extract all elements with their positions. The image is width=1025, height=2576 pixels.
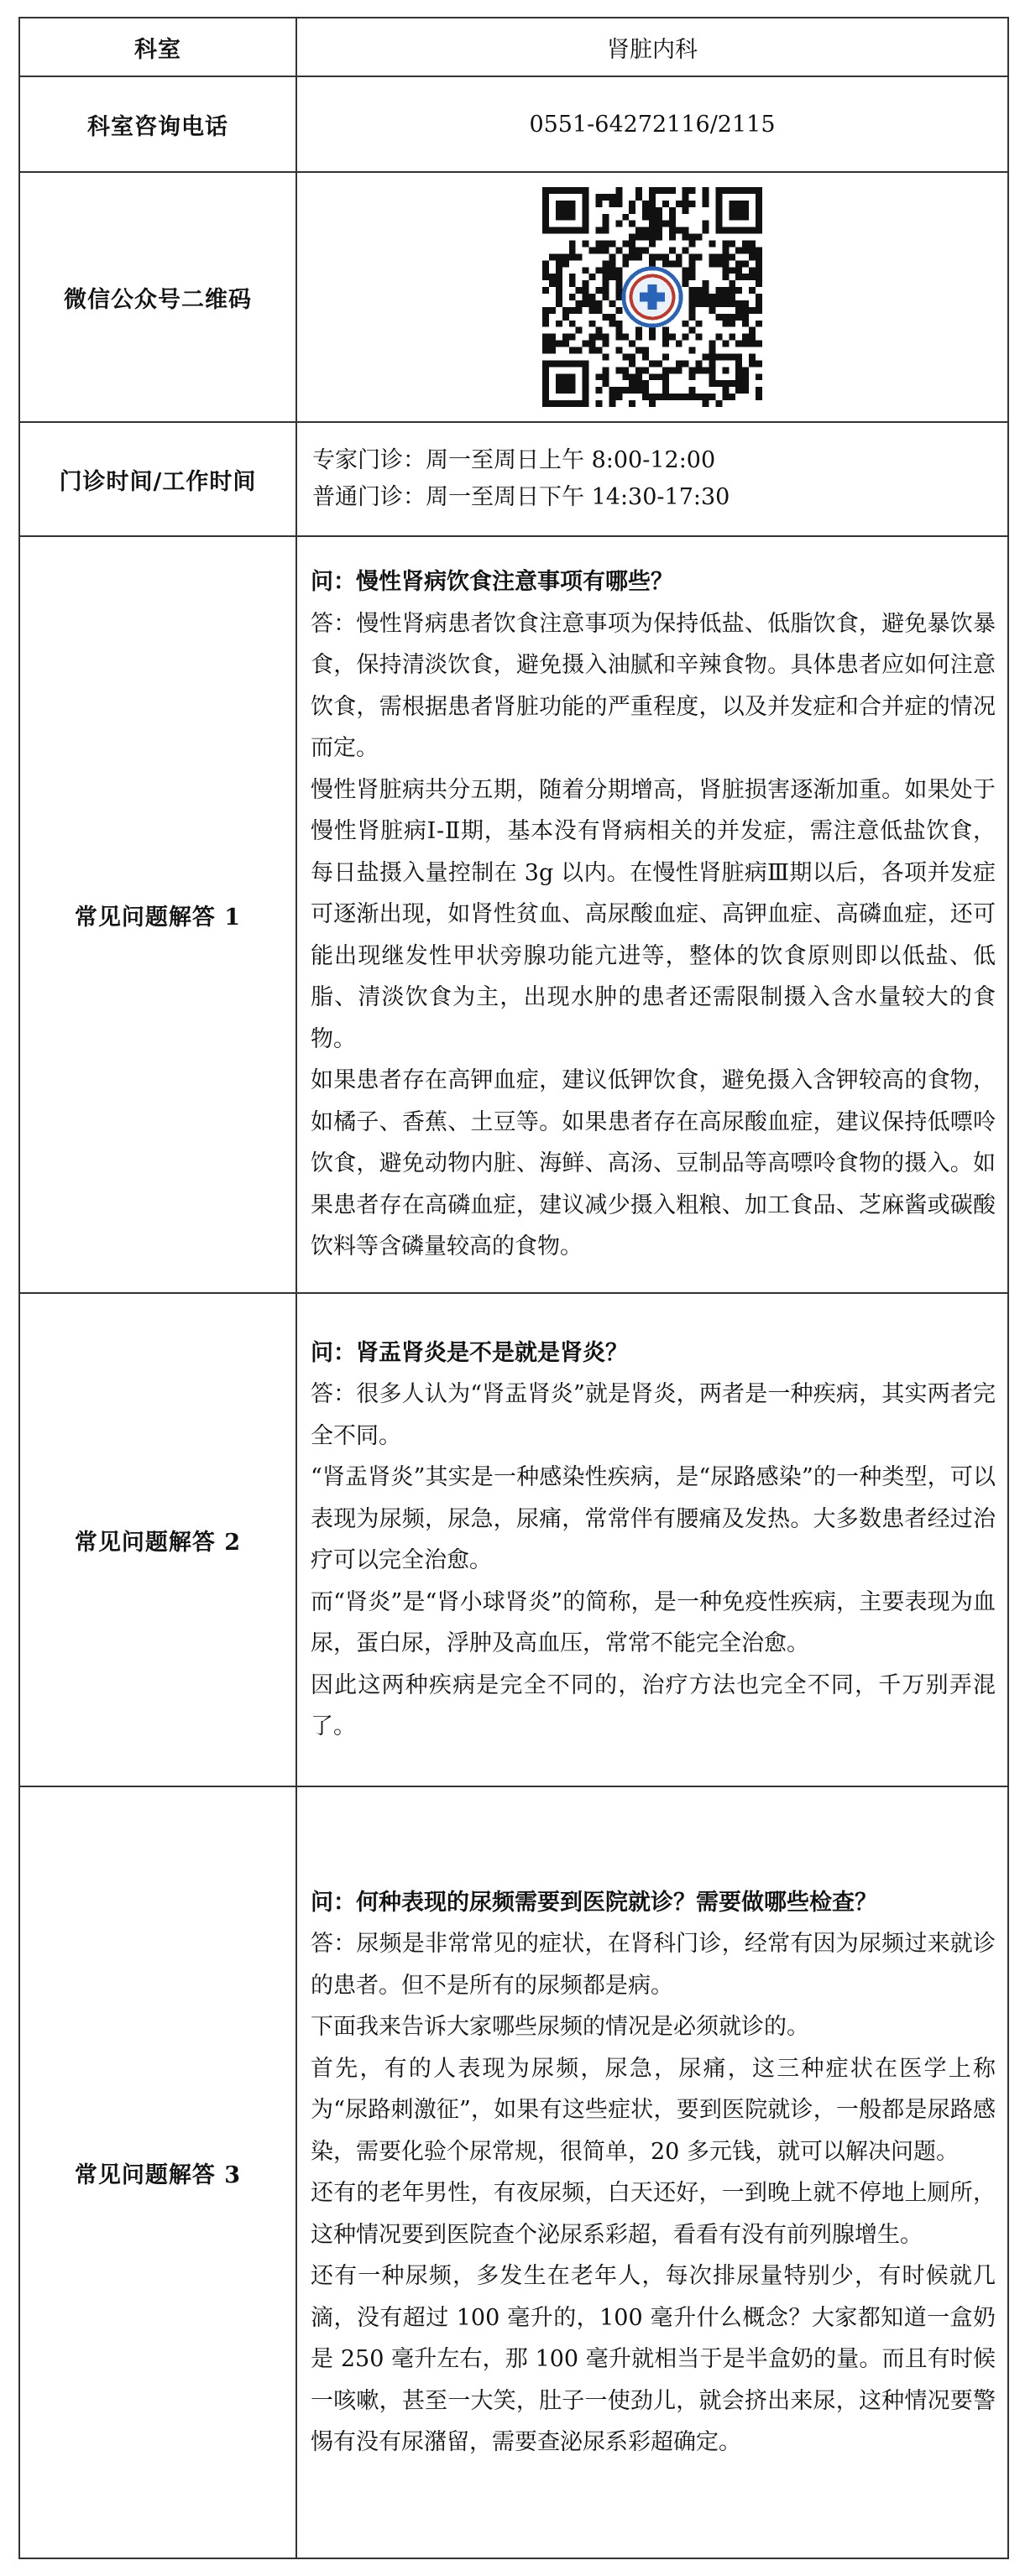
row-hours — [19, 422, 1008, 536]
faq-2-question: 问：肾盂肾炎是不是就是肾炎？ — [311, 1339, 628, 1366]
qr-code-icon — [542, 187, 762, 407]
hours-line-expert: 专家门诊：周一至周日上午 8:00-12:00 — [312, 447, 716, 473]
row-dept — [19, 18, 1008, 76]
qr-label: 微信公众号二维码 — [19, 172, 296, 422]
qr-cell — [296, 172, 1008, 422]
faq-1-question: 问：慢性肾病饮食注意事项有哪些？ — [311, 569, 673, 596]
faq-2-paragraph: 而“肾炎”是“肾小球肾炎”的简称，是一种免疫性疾病，主要表现为血尿，蛋白尿，浮肿及高血压，常常不能完全治愈。 — [311, 1588, 996, 1656]
faq-3-label: 常见问题解答 3 — [19, 1786, 296, 2558]
faq-3-paragraph: 首先，有的人表现为尿频，尿急，尿痛，这三种症状在医学上称为“尿路刺激征”，如果有这些症状，要到医院就诊，一般都是尿路感染，需要化验个尿常规，很简单，20 多元钱，就可以解决问题。 — [311, 2055, 996, 2165]
row-faq-2 — [19, 1293, 1008, 1786]
dept-value: 肾脏内科 — [296, 18, 1008, 76]
hours-value — [296, 422, 1008, 536]
faq-3-paragraph: 还有一种尿频，多发生在老年人，每次排尿量特别少，有时候就几滴，没有超过 100 毫升的，100 毫升什么概念？大家都知道一盒奶是 250 毫升左右，那 100 毫升就相当于是半盒奶的量。而且有时候一咳嗽，甚至一大笑，肚子一使劲儿，就会挤出来尿，这种情况要警惕有没有尿潴留，需要查泌尿系彩超确定。 — [311, 2263, 996, 2455]
faq-2-content — [296, 1293, 1008, 1786]
row-faq-1 — [19, 536, 1008, 1293]
faq-1-label: 常见问题解答 1 — [19, 536, 296, 1293]
faq-1-paragraph: 答：慢性肾病患者饮食注意事项为保持低盐、低脂饮食，避免暴饮暴食，保持清淡饮食，避免摄入油腻和辛辣食物。具体患者应如何注意饮食，需根据患者肾脏功能的严重程度，以及并发症和合并症的情况而定。 — [311, 610, 996, 762]
hours-line-general: 普通门诊：周一至周日下午 14:30-17:30 — [312, 484, 730, 510]
row-qr — [19, 172, 1008, 422]
faq-3-paragraph: 答：尿频是非常常见的症状，在肾科门诊，经常有因为尿频过来就诊的患者。但不是所有的尿频都是病。 — [311, 1931, 996, 1999]
faq-1-paragraph: 慢性肾脏病共分五期，随着分期增高，肾脏损害逐渐加重。如果处于慢性肾脏病Ⅰ-Ⅱ期，基本没有肾病相关的并发症，需注意低盐饮食，每日盐摄入量控制在 3g 以内。在慢性肾脏病Ⅲ期以后，各项并发症可逐渐出现，如肾性贫血、高尿酸血症、高钾血症、高磷血症，还可能出现继发性甲状旁腺功能亢进等，整体的饮食原则即以低盐、低脂、清淡饮食为主，出现水肿的患者还需限制摄入含水量较大的食物。 — [311, 776, 996, 1052]
row-phone — [19, 76, 1008, 172]
row-faq-3 — [19, 1786, 1008, 2558]
faq-2-paragraph: “肾盂肾炎”其实是一种感染性疾病，是“尿路感染”的一种类型，可以表现为尿频，尿急，尿痛，常常伴有腰痛及发热。大多数患者经过治疗可以完全治愈。 — [311, 1464, 996, 1573]
dept-label: 科室 — [19, 18, 296, 76]
faq-3-question: 问：何种表现的尿频需要到医院就诊？需要做哪些检查？ — [311, 1889, 877, 1916]
faq-1-paragraph: 如果患者存在高钾血症，建议低钾饮食，避免摄入含钾较高的食物，如橘子、香蕉、土豆等。如果患者存在高尿酸血症，建议保持低嘌呤饮食，避免动物内脏、海鲜、高汤、豆制品等高嘌呤食物的摄入。如果患者存在高磷血症，建议减少摄入粗粮、加工食品、芝麻酱或碳酸饮料等含磷量较高的食物。 — [311, 1067, 996, 1260]
phone-value: 0551-64272116/2115 — [296, 76, 1008, 172]
faq-3-paragraph: 还有的老年男性，有夜尿频，白天还好，一到晚上就不停地上厕所，这种情况要到医院查个泌尿系彩超，看看有没有前列腺增生。 — [311, 2180, 996, 2248]
hours-label: 门诊时间/工作时间 — [19, 422, 296, 536]
faq-2-label: 常见问题解答 2 — [19, 1293, 296, 1786]
faq-3-content — [296, 1786, 1008, 2558]
faq-3-paragraph: 下面我来告诉大家哪些尿频的情况是必须就诊的。 — [311, 2014, 809, 2040]
phone-label: 科室咨询电话 — [19, 76, 296, 172]
info-table — [18, 17, 1009, 2559]
faq-2-paragraph: 答：很多人认为“肾盂肾炎”就是肾炎，两者是一种疾病，其实两者完全不同。 — [311, 1381, 996, 1449]
faq-2-paragraph: 因此这两种疾病是完全不同的，治疗方法也完全不同，千万别弄混了。 — [311, 1671, 996, 1739]
faq-1-content — [296, 536, 1008, 1293]
